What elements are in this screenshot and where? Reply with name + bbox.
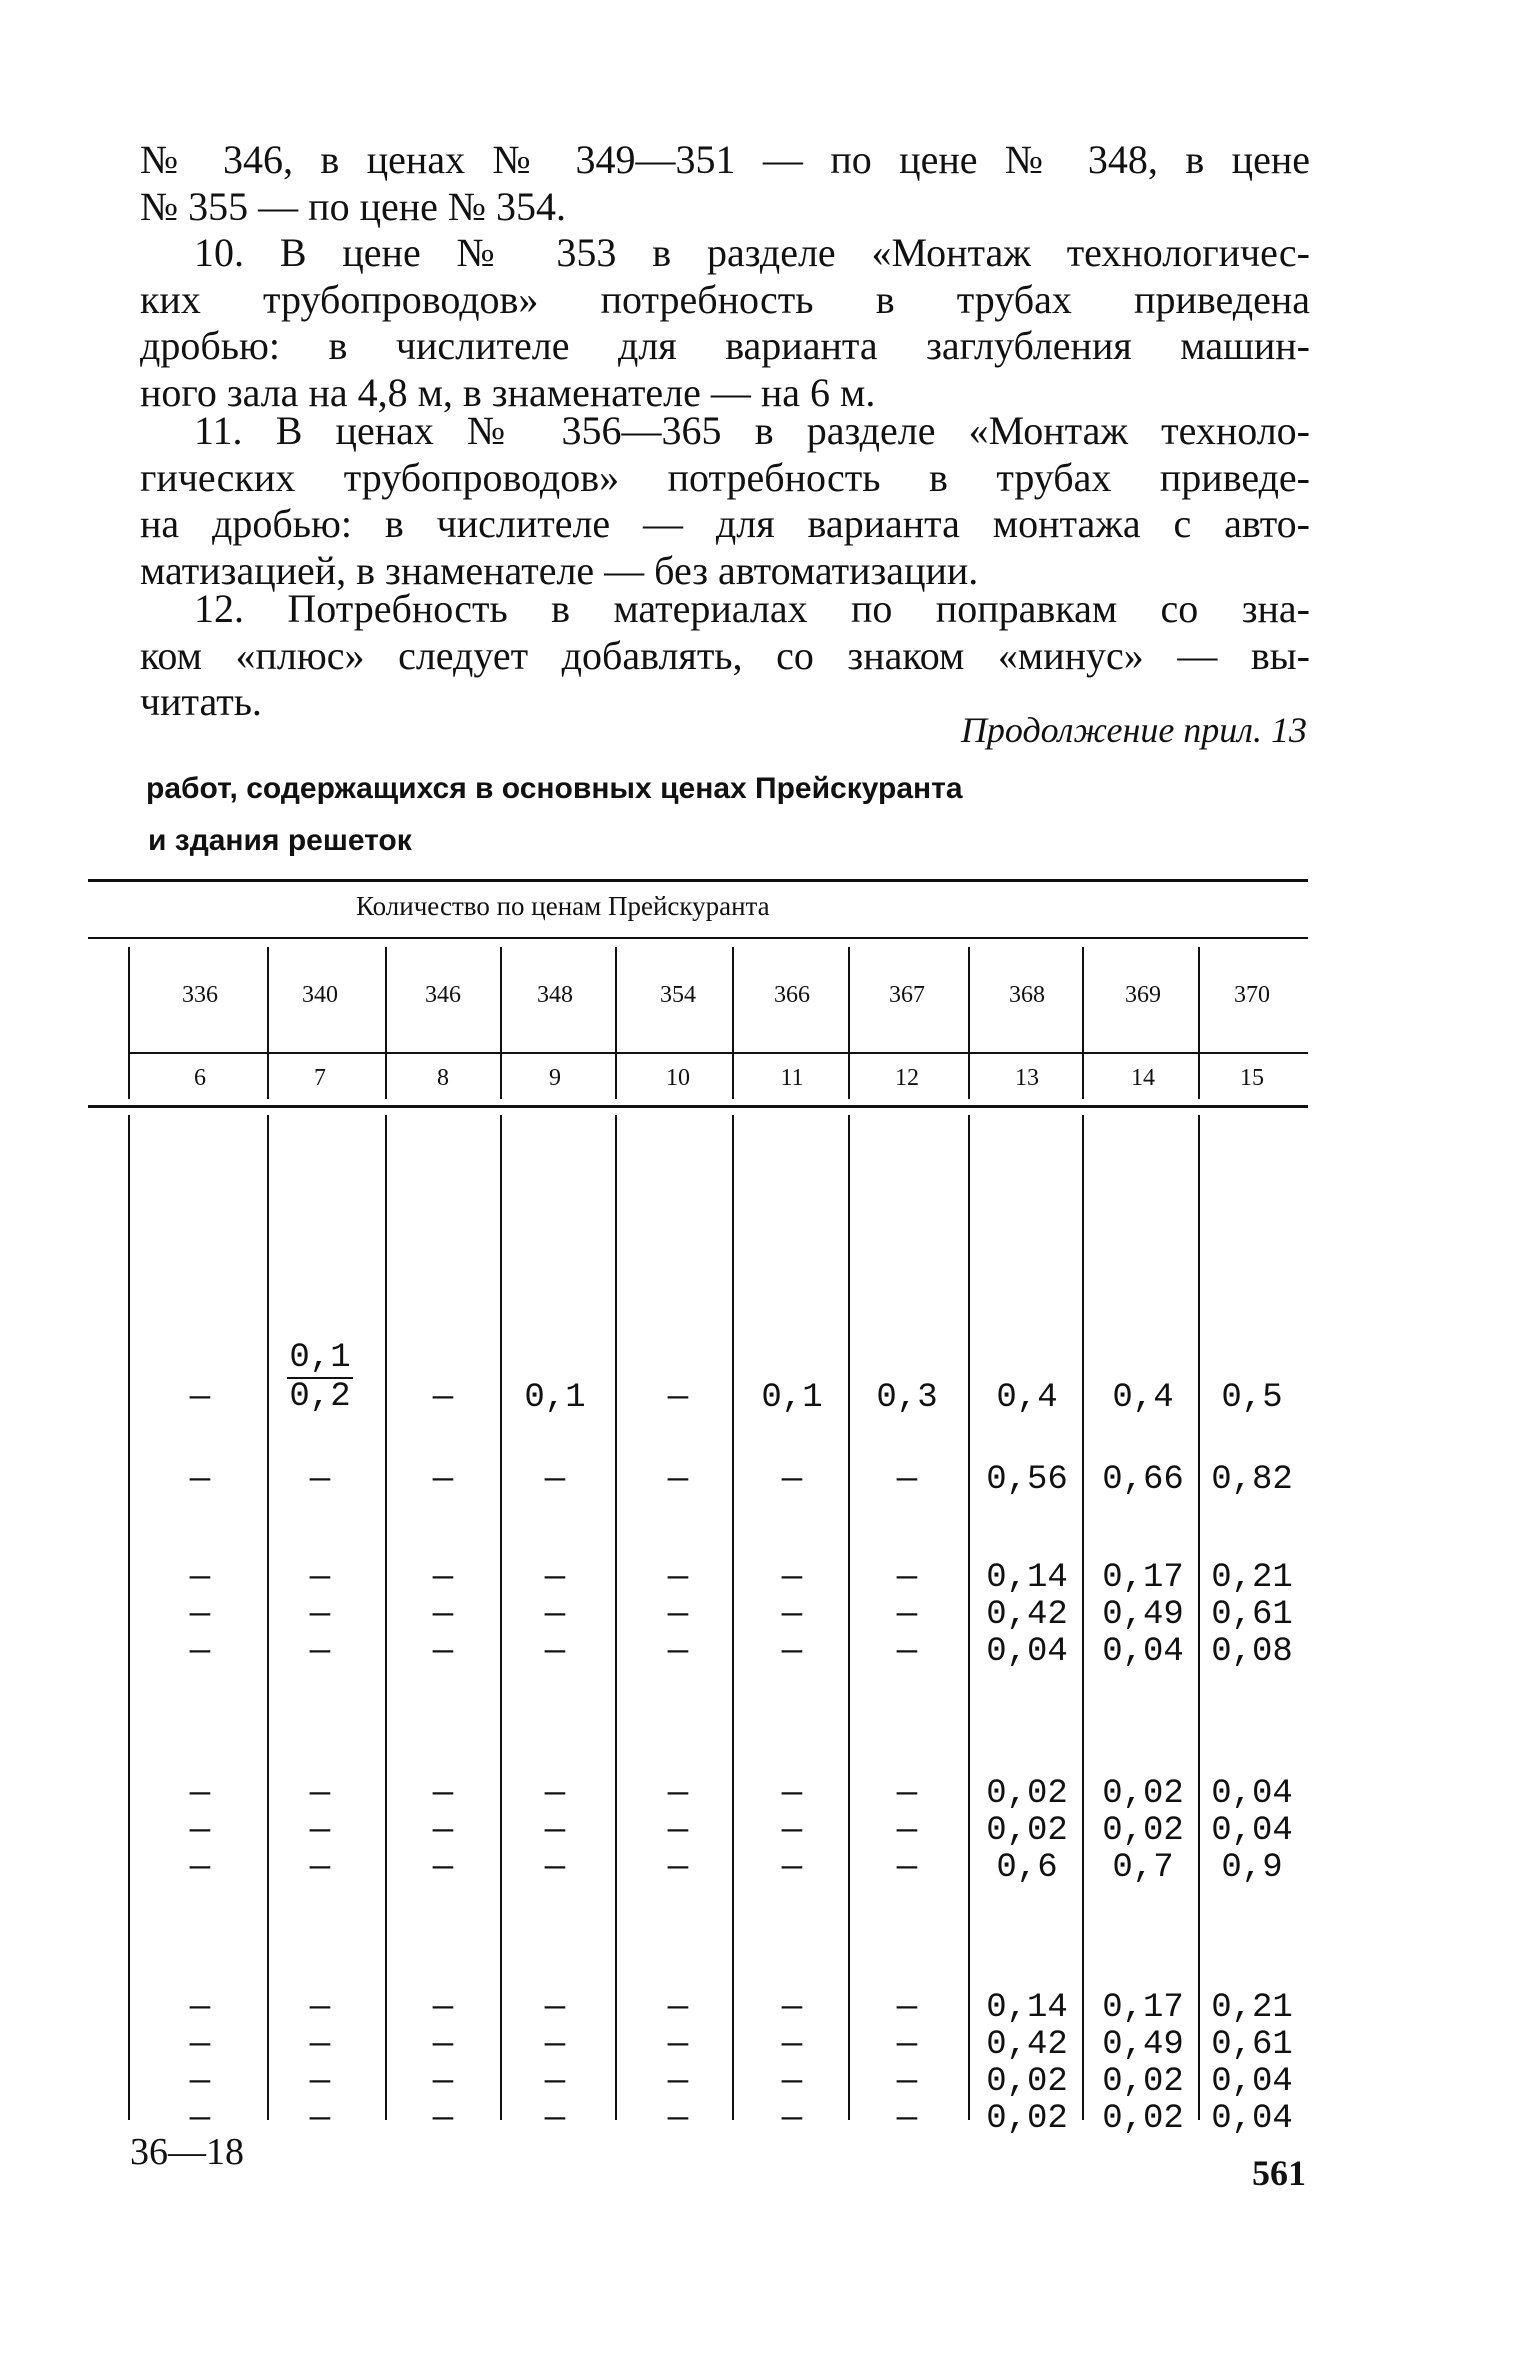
table-cell: — (309, 2026, 331, 2064)
table-cell: 0,21 (1211, 1559, 1293, 1597)
table-cell: — (781, 1775, 803, 1813)
paragraph-intro (140, 137, 1310, 230)
table-cell: 0,1 (761, 1379, 823, 1417)
table-cell: — (544, 1559, 566, 1597)
table-cell: — (667, 2026, 689, 2064)
table-cell: — (189, 2026, 211, 2064)
table-cell: — (309, 1989, 331, 2027)
table-cell: — (781, 1461, 803, 1499)
table-cell: — (432, 2026, 454, 2064)
text-line: 10. В цене № 353 в разделе «Монтаж технологичес- (194, 230, 1310, 275)
price-number-header: 348 (537, 982, 573, 1008)
column-number-header: 9 (549, 1065, 561, 1091)
table-cell: 0,6 (996, 1849, 1058, 1887)
table-cell: — (309, 1849, 331, 1887)
column-number-header: 13 (1015, 1065, 1039, 1091)
fraction-denominator: 0,2 (289, 1378, 351, 1416)
text-line: читать. (140, 679, 262, 724)
table-cell: — (781, 1989, 803, 2027)
table-cell: — (189, 2063, 211, 2101)
table-cell: — (667, 1633, 689, 1671)
column-rule (1082, 947, 1084, 1099)
table-heading-line-2: и здания решеток (148, 824, 412, 857)
column-rule (1082, 1115, 1084, 2120)
table-cell: — (189, 1812, 211, 1850)
table-cell: — (544, 1849, 566, 1887)
text-line: № 346, в ценах № 349—351 — по цене № 348, в цене (140, 137, 1310, 182)
column-number-header: 10 (666, 1065, 690, 1091)
text-line: 11. В ценах № 356—365 в разделе «Монтаж техноло- (194, 408, 1310, 453)
column-number-header: 7 (314, 1065, 326, 1091)
table-cell: — (432, 2100, 454, 2138)
table-cell: — (544, 1633, 566, 1671)
table-cell: — (781, 2100, 803, 2138)
text-line: 12. Потребность в материалах по поправкам со зна- (194, 586, 1310, 631)
table-cell: — (896, 1989, 918, 2027)
table-heading-line-1: работ, содержащихся в основных ценах Прейскуранта (146, 772, 963, 805)
fraction-numerator: 0,1 (289, 1339, 351, 1377)
table-cell: — (432, 1559, 454, 1597)
paragraph-12 (140, 586, 1310, 726)
table-cell: — (544, 2063, 566, 2101)
table-cell: — (432, 1596, 454, 1634)
table-cell: — (544, 1775, 566, 1813)
table-cell: — (189, 1461, 211, 1499)
table-cell: 0,02 (986, 1775, 1068, 1813)
table-title-rule (88, 937, 1308, 939)
table-cell: — (432, 1812, 454, 1850)
table-cell: 0,04 (1211, 2063, 1293, 2101)
table-cell: — (667, 1379, 689, 1417)
table-cell: — (896, 1812, 918, 1850)
table-cell: — (896, 1633, 918, 1671)
table-cell: 0,04 (1211, 1812, 1293, 1850)
table-cell: — (544, 1812, 566, 1850)
table-cell: — (667, 1596, 689, 1634)
column-rule (848, 947, 850, 1099)
table-cell: — (309, 1775, 331, 1813)
column-number-header: 14 (1131, 1065, 1155, 1091)
table-cell: — (896, 1775, 918, 1813)
table-cell: — (309, 1559, 331, 1597)
table-cell: 0,04 (1102, 1633, 1184, 1671)
column-rule (968, 947, 970, 1099)
price-number-header: 370 (1234, 982, 1270, 1008)
table-cell: — (309, 1596, 331, 1634)
table-cell: — (432, 1379, 454, 1417)
table-cell: 0,14 (986, 1989, 1068, 2027)
price-row-rule (130, 1052, 1308, 1054)
table-cell: — (667, 1989, 689, 2027)
table-cell: — (896, 1596, 918, 1634)
table-cell: 0,14 (986, 1559, 1068, 1597)
table-cell: 0,04 (1211, 2100, 1293, 2138)
price-number-header: 340 (302, 982, 338, 1008)
column-number-header: 12 (895, 1065, 919, 1091)
table-cell: — (781, 2063, 803, 2101)
table-cell: — (189, 1559, 211, 1597)
column-rule (848, 1115, 850, 2120)
table-cell-fraction (265, 1340, 375, 1416)
table-cell: — (189, 1633, 211, 1671)
table-cell: 0,02 (1102, 2100, 1184, 2138)
table-cell: — (544, 2100, 566, 2138)
table-cell: 0,66 (1102, 1461, 1184, 1499)
table-cell: — (781, 1812, 803, 1850)
table-cell: 0,49 (1102, 2026, 1184, 2064)
table-cell: — (309, 1461, 331, 1499)
text-line: ком «плюс» следует добавлять, со знаком «минус» — вы- (140, 632, 1310, 678)
table-cell: — (189, 1775, 211, 1813)
text-line: гических трубопроводов» потребность в трубах приведе- (140, 454, 1310, 500)
column-number-header: 8 (437, 1065, 449, 1091)
table-cell: — (896, 1461, 918, 1499)
page-number: 561 (1252, 2153, 1306, 2193)
table-cell: 0,04 (1211, 1775, 1293, 1813)
table-cell: 0,17 (1102, 1559, 1184, 1597)
table-cell: — (544, 1989, 566, 2027)
table-cell: 0,02 (1102, 1775, 1184, 1813)
table-cell: — (189, 2100, 211, 2138)
table-cell: — (432, 1461, 454, 1499)
table-cell: 0,42 (986, 1596, 1068, 1634)
table-cell: 0,1 (524, 1379, 586, 1417)
table-cell: — (896, 2063, 918, 2101)
table-cell: — (667, 1849, 689, 1887)
table-cell: 0,17 (1102, 1989, 1184, 2027)
table-cell: 0,61 (1211, 2026, 1293, 2064)
table-cell: — (667, 1812, 689, 1850)
table-cell: — (544, 1596, 566, 1634)
text-line: ких трубопроводов» потребность в трубах приведена (140, 276, 1310, 322)
price-number-header: 346 (425, 982, 461, 1008)
text-line: № 355 — по цене № 354. (140, 183, 567, 229)
table-cell: 0,82 (1211, 1461, 1293, 1499)
table-cell: — (432, 2063, 454, 2101)
column-rule (385, 947, 387, 1099)
table-cell: — (432, 1775, 454, 1813)
table-cell: 0,21 (1211, 1989, 1293, 2027)
table-cell: — (781, 1849, 803, 1887)
table-cell: 0,4 (1112, 1379, 1174, 1417)
column-rule (385, 1115, 387, 2120)
table-cell: — (432, 1633, 454, 1671)
table-cell: — (309, 2063, 331, 2101)
table-cell: 0,02 (1102, 2063, 1184, 2101)
table-cell: 0,5 (1221, 1379, 1283, 1417)
table-cell: — (781, 2026, 803, 2064)
table-cell: — (544, 1461, 566, 1499)
table-cell: 0,56 (986, 1461, 1068, 1499)
table-cell: 0,02 (986, 1812, 1068, 1850)
table-cell: — (667, 2100, 689, 2138)
table-cell: 0,9 (1221, 1849, 1283, 1887)
continuation-label: Продолжение прил. 13 (960, 710, 1307, 750)
column-number-header: 15 (1240, 1065, 1264, 1091)
table-cell: 0,02 (986, 2100, 1068, 2138)
table-cell: 0,3 (876, 1379, 938, 1417)
table-cell: 0,49 (1102, 1596, 1184, 1634)
table-cell: — (544, 2026, 566, 2064)
text-line: на дробью: в числителе — для варианта монтажа с авто- (140, 501, 1310, 546)
table-cell: — (189, 1849, 211, 1887)
price-number-header: 367 (889, 982, 925, 1008)
table-cell: — (309, 2100, 331, 2138)
table-cell: 0,61 (1211, 1596, 1293, 1634)
table-cell: — (189, 1596, 211, 1634)
header-bottom-rule (88, 1105, 1308, 1108)
price-number-header: 366 (774, 982, 810, 1008)
column-rule (615, 947, 617, 1099)
table-title: Количество по ценам Прейскуранта (356, 891, 770, 921)
table-cell: 0,4 (996, 1379, 1058, 1417)
column-number-header: 6 (194, 1065, 206, 1091)
price-number-header: 369 (1125, 982, 1161, 1008)
table-cell: — (667, 1775, 689, 1813)
table-cell: — (432, 1849, 454, 1887)
fraction (287, 1340, 352, 1416)
table-cell: — (189, 1379, 211, 1417)
table-cell: 0,04 (986, 1633, 1068, 1671)
paragraph-11 (140, 408, 1310, 594)
table-cell: 0,08 (1211, 1633, 1293, 1671)
table-cell: — (781, 1633, 803, 1671)
table-cell: — (896, 1849, 918, 1887)
price-number-header: 354 (660, 982, 696, 1008)
column-number-header: 11 (780, 1065, 804, 1091)
column-rule (128, 1115, 130, 2120)
table-cell: — (781, 1559, 803, 1597)
table-top-rule (88, 879, 1308, 882)
column-rule (968, 1115, 970, 2120)
table-cell: — (309, 1633, 331, 1671)
table-cell: — (667, 1461, 689, 1499)
text-line: матизацией, в знаменателе — без автоматизации. (140, 547, 979, 593)
paragraph-10 (140, 230, 1310, 416)
text-line: дробью: в числителе для варианта заглубления машин- (140, 323, 1310, 368)
table-cell: — (896, 2100, 918, 2138)
table-cell: — (896, 1559, 918, 1597)
table-cell: — (309, 1812, 331, 1850)
table-cell: — (189, 1989, 211, 2027)
column-rule (128, 947, 130, 1099)
price-number-header: 336 (182, 982, 218, 1008)
table-cell: — (896, 2026, 918, 2064)
table-cell: 0,02 (986, 2063, 1068, 2101)
signature-mark: 36—18 (130, 2131, 244, 2173)
price-number-header: 368 (1009, 982, 1045, 1008)
text-line: ного зала на 4,8 м, в знаменателе — на 6 м. (140, 369, 876, 415)
column-rule (615, 1115, 617, 2120)
table-cell: — (667, 1559, 689, 1597)
table-cell: 0,42 (986, 2026, 1068, 2064)
table-cell: 0,02 (1102, 1812, 1184, 1850)
table-cell: 0,7 (1112, 1849, 1174, 1887)
table-cell: — (432, 1989, 454, 2027)
table-cell: — (781, 1596, 803, 1634)
table-cell: — (667, 2063, 689, 2101)
